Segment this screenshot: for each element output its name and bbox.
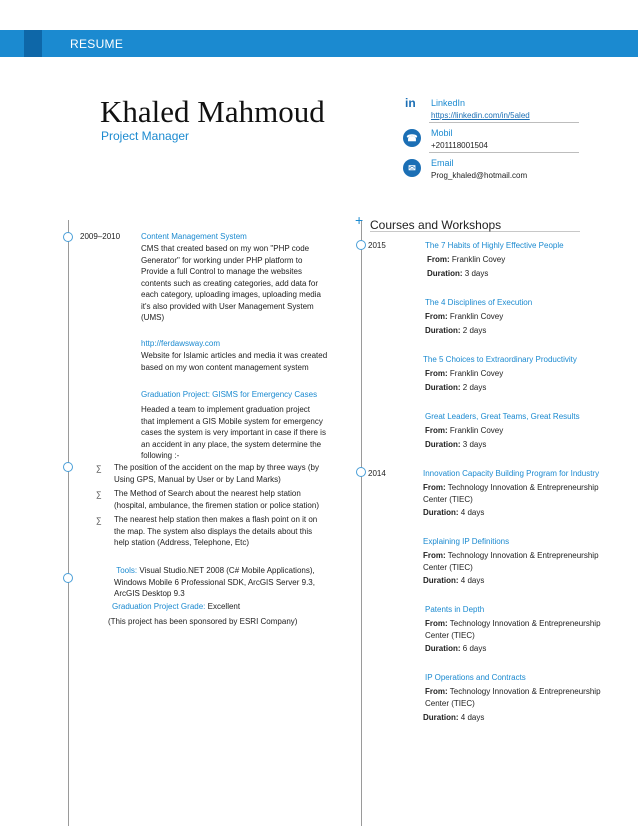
bullet-icon: ∑ bbox=[96, 464, 102, 473]
email-label: Email bbox=[431, 158, 454, 168]
linkedin-icon: in bbox=[405, 96, 416, 110]
bullet-text: The nearest help station then makes a flash point on it on the map. The system also displays the details about this help station (Address, Telephone, Etc) bbox=[114, 515, 318, 547]
timeline-node bbox=[356, 467, 366, 477]
course-title: The 4 Disciplines of Execution bbox=[425, 298, 533, 307]
course-year: 2014 bbox=[368, 469, 386, 478]
job-title: Project Manager bbox=[101, 129, 190, 143]
course-from: From: Technology Innovation & Entrepreneurship Center (TIEC) bbox=[423, 551, 599, 572]
bullet-icon: ∑ bbox=[96, 516, 102, 525]
right-timeline bbox=[361, 220, 362, 826]
timeline-node bbox=[63, 232, 73, 242]
timeline-node bbox=[356, 240, 366, 250]
plus-icon: + bbox=[355, 212, 364, 228]
course-title: Patents in Depth bbox=[425, 605, 485, 614]
course-from: From: Franklin Covey bbox=[425, 312, 504, 321]
banner-title: RESUME bbox=[70, 37, 124, 51]
sponsor-note: (This project has been sponsored by ESRI Company) bbox=[108, 617, 298, 626]
course-title: IP Operations and Contracts bbox=[425, 673, 526, 682]
left-timeline bbox=[68, 220, 69, 826]
project-title: Content Management System bbox=[141, 232, 247, 241]
project-description: Headed a team to implement graduation project that implement a GIS Mobile system for emergency cases the system is very important in case if there is an accident in any place, the system determine the following :- bbox=[141, 405, 326, 460]
tools-label: Tools: bbox=[116, 566, 138, 575]
course-title: Explaining IP Definitions bbox=[423, 537, 510, 546]
project-description: CMS that created based on my won "PHP code Generator" for working under PHP platform to Provide a full Control to manage the websites contents such as creating categories, add data for each category, uploading images, uploading media it's also provided with User Management System (UMS) bbox=[141, 244, 321, 322]
bullet-text: The Method of Search about the nearest help station (hospital, ambulance, the firemen station or police station) bbox=[114, 489, 319, 510]
project-description: Website for Islamic articles and media it was created based on my won content management system bbox=[141, 351, 328, 372]
course-duration: Duration: 6 days bbox=[425, 644, 487, 653]
tools-block: Tools: Visual Studio.NET 2008 (C# Mobile Applications), Windows Mobile 6 Professional SDK, ArcGIS Server 9.3, ArcGIS Desktop 9.3 bbox=[114, 566, 315, 598]
contact-divider bbox=[429, 122, 579, 123]
course-duration: Duration: 4 days bbox=[423, 576, 485, 585]
linkedin-label: LinkedIn bbox=[431, 98, 466, 108]
course-from: From: Technology Innovation & Entrepreneurship Center (TIEC) bbox=[425, 619, 601, 640]
course-title: The 7 Habits of Highly Effective People bbox=[425, 241, 564, 250]
project-link[interactable]: http://ferdawsway.com bbox=[141, 339, 220, 348]
grade-line bbox=[112, 601, 240, 613]
course-from: From: Franklin Covey bbox=[425, 369, 504, 378]
course-duration: Duration: 3 days bbox=[425, 440, 487, 449]
course-from: From: Technology Innovation & Entrepreneurship Center (TIEC) bbox=[425, 687, 601, 708]
course-title: The 5 Choices to Extraordinary Productivity bbox=[423, 355, 577, 364]
course-duration: Duration: 4 days bbox=[423, 508, 485, 517]
mobile-value: +201118001504 bbox=[431, 141, 488, 150]
course-from: From: Franklin Covey bbox=[425, 426, 504, 435]
course-from: From: Technology Innovation & Entrepreneurship Center (TIEC) bbox=[423, 483, 599, 504]
timeline-node bbox=[63, 573, 73, 583]
timeline-node bbox=[63, 462, 73, 472]
person-name: Khaled Mahmoud bbox=[100, 94, 325, 129]
course-duration: Duration: 2 days bbox=[425, 383, 487, 392]
course-title: Innovation Capacity Building Program for Industry bbox=[423, 469, 600, 478]
bullet-text: The position of the accident on the map by three ways (by Using GPS, Manual by User or by Land Marks) bbox=[114, 463, 320, 484]
course-duration: Duration: 3 days bbox=[427, 269, 489, 278]
banner-accent bbox=[24, 30, 42, 57]
course-year: 2015 bbox=[368, 241, 386, 250]
email-icon: ✉ bbox=[403, 159, 421, 177]
grade-label: Graduation Project Grade: bbox=[112, 602, 206, 611]
experience-year: 2009–2010 bbox=[80, 232, 121, 241]
grade-value: Excellent bbox=[207, 602, 241, 611]
project-title: Graduation Project: GISMS for Emergency Cases bbox=[141, 390, 318, 399]
bullet-icon: ∑ bbox=[96, 490, 102, 499]
courses-section-title: Courses and Workshops bbox=[370, 218, 502, 232]
phone-icon: ☎ bbox=[403, 129, 421, 147]
mobile-label: Mobil bbox=[431, 128, 453, 138]
email-value[interactable]: Prog_khaled@hotmail.com bbox=[431, 171, 528, 180]
contact-divider bbox=[429, 152, 579, 153]
linkedin-link[interactable]: https://linkedin.com/in/5aled bbox=[431, 111, 530, 120]
course-duration: Duration: 4 days bbox=[423, 713, 485, 722]
course-title: Great Leaders, Great Teams, Great Results bbox=[425, 412, 580, 421]
course-duration: Duration: 2 days bbox=[425, 326, 487, 335]
course-from: From: Franklin Covey bbox=[427, 255, 506, 264]
